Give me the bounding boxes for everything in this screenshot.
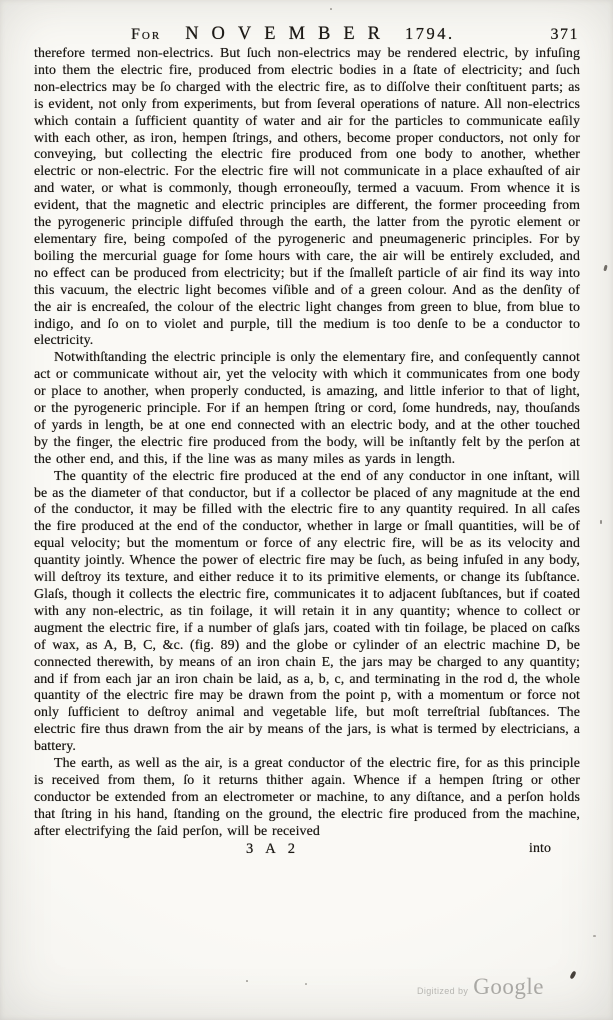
page-number: 371 bbox=[550, 26, 579, 43]
text-block bbox=[34, 46, 580, 858]
header-month: NOVEMBER bbox=[185, 24, 393, 44]
google-watermark bbox=[417, 974, 544, 1000]
body-paragraph: Notwithſtanding the electric principle is only the elementary fire, and conſequently cannot act or communicate without air, yet the velocity with which it communicates from one body or place to another, when properly conducted, is amazing, and little inferior to that of light, or the pyrogeneric principle. For if an hempen ſtring or cord, ſome hundreds, nay, thouſands of yards in length, be at one end connected with an electric body, and at the other touched by the finger, the electric fire produced from the body, will be inſtantly felt by the perſon at the other end, and this, if the line was as many miles as yards in length. bbox=[34, 350, 580, 467]
body-paragraph: therefore termed non-electrics. But ſuch non-electrics may be rendered electric, by infuſing into them the electric fire, produced from electric bodies in a ſtate of electricity; and ſuch non-electrics may be ſo charged with the electric fire, as to diſſolve their conſtituent parts; as is evident, not only from experiments, but from ſeveral operations of nature. All non-electrics which contain a ſufficient quantity of water and air for the particles to communicate eaſily with each other, as iron, hempen ſtrings, and others, become proper conductors, not only for conveying, but collecting the electric fire produced from one body to another, whether electric or non-electric. For the electric fire will not communicate in a place exhauſted of air and water, or what is commonly, though erroneouſly, termed a vacuum. From whence it is evident, that the magnetic and electric principles are different, the former proceeding from the pyrogeneric principle diffuſed through the earth, the latter from the pyrotic element or elementary fire, being compoſed of the pyrogeneric and pneumageneric principles. For by boiling the mercurial guage for ſome hours with care, the air will be entirely excluded, and no effect can be produced from electricity; but if the ſmalleſt particle of air find its way into this vacuum, the electric light becomes viſible and of a green colour. And as the denſity of the air is encreaſed, the colour of the electric light changes from green to blue, from blue to indigo, and ſo on to violet and purple, till the medium is too denſe to be a conductor to electricity. bbox=[34, 46, 580, 349]
body-paragraph: The earth, as well as the air, is a great conductor of the electric fire, for as this principle is received from them, ſo it returns thither again. Whence if a hempen ſtring or other conductor be extended from an electrometer or machine, to any diſtance, and a perſon holds that ſtring in his hand, ſtanding on the ground, the electric fire produced from the machine, after electrifying the ſaid perſon, will be received bbox=[34, 756, 580, 839]
scan-speckle bbox=[600, 520, 602, 524]
signature-row bbox=[34, 841, 580, 858]
scan-speckle bbox=[330, 8, 332, 10]
header-year: 1794. bbox=[405, 24, 455, 43]
signature-mark: 3 A 2 bbox=[246, 840, 300, 857]
scan-speckle bbox=[569, 971, 576, 980]
body-paragraph: The quantity of the electric fire produced at the end of any conductor in one inſtant, will be as the diameter of that conductor, but if a collector be placed of any magnitude at the end of the conductor, it may be filled with the electric fire to any quantity required. In all caſes the fire produced at the end of the conductor, whether in large or ſmall quantities, will be of equal velocity; but the momentum or force of any electric fire, will be as its velocity and quantity jointly. Whence the power of electric fire may be ſuch, as being infuſed in any body, will deſtroy its texture, and either reduce it to its primitive elements, or change its ſubſtance. Glaſs, though it collects the electric fire, communicates it to adjacent ſubſtances, but if coated with any non-electric, as tin foilage, it will retain it in any quantity; whence to collect or augment the electric fire, if a number of glaſs jars, coated with tin foilage, be placed on caſks of wax, as A, B, C, &c. (fig. 89) and the globe or cylinder of an electric machine D, be connected therewith, by means of an iron chain E, the jars may be charged to any quantity; and if from each jar an iron chain be laid, as a, b, c, and terminating in the rod d, the whole quantity of the electric fire may be drawn from the point p, with a momentum or force not only ſufficient to deſtroy animal and vegetable life, but moſt terreſtrial ſubſtances. The electric fire thus drawn from the air by means of the jars, is what is termed by electricians, a battery. bbox=[34, 468, 580, 755]
catchword: into bbox=[528, 840, 551, 856]
scan-speckle bbox=[593, 935, 596, 937]
page-header bbox=[36, 24, 579, 45]
scan-speckle bbox=[305, 983, 307, 985]
scan-speckle bbox=[603, 265, 607, 272]
google-logo: Google bbox=[473, 974, 544, 999]
scan-speckle bbox=[246, 980, 248, 982]
watermark-prefix: Digitized by bbox=[416, 986, 469, 996]
header-for-word: For bbox=[131, 26, 162, 43]
scan-speckle bbox=[63, 65, 65, 67]
